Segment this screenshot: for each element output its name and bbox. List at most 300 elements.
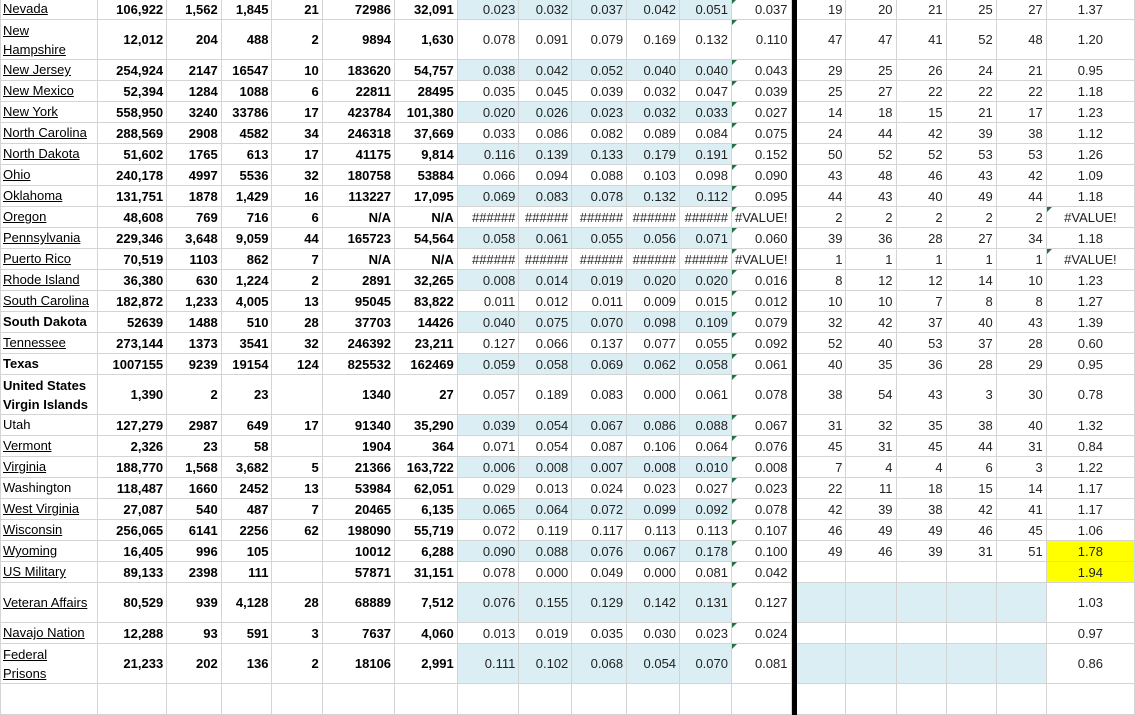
rate-cell[interactable] bbox=[457, 291, 519, 312]
rate-cell[interactable] bbox=[680, 20, 732, 60]
value-cell[interactable] bbox=[167, 562, 222, 583]
value-cell[interactable] bbox=[167, 291, 222, 312]
rank-cell[interactable] bbox=[797, 291, 846, 312]
empty-cell[interactable] bbox=[221, 684, 272, 715]
rank-cell[interactable] bbox=[846, 499, 896, 520]
rank-cell[interactable] bbox=[846, 81, 896, 102]
value-cell[interactable] bbox=[395, 102, 458, 123]
empty-cell[interactable] bbox=[731, 684, 791, 715]
value-cell[interactable] bbox=[272, 562, 322, 583]
average-cell[interactable] bbox=[731, 102, 791, 123]
ratio-cell[interactable] bbox=[1046, 499, 1134, 520]
average-cell[interactable] bbox=[731, 165, 791, 186]
jurisdiction-link[interactable] bbox=[1, 123, 98, 144]
rate-cell[interactable] bbox=[457, 102, 519, 123]
value-cell[interactable] bbox=[395, 81, 458, 102]
empty-cell[interactable] bbox=[627, 684, 680, 715]
rate-cell[interactable] bbox=[519, 291, 572, 312]
jurisdiction-name[interactable] bbox=[1, 375, 98, 415]
value-cell[interactable] bbox=[272, 81, 322, 102]
empty-cell[interactable] bbox=[797, 684, 846, 715]
rank-cell[interactable] bbox=[797, 333, 846, 354]
rate-cell[interactable] bbox=[457, 228, 519, 249]
value-cell[interactable] bbox=[322, 499, 394, 520]
value-cell[interactable] bbox=[221, 228, 272, 249]
empty-cell[interactable] bbox=[97, 684, 167, 715]
ratio-cell[interactable] bbox=[1046, 60, 1134, 81]
rank-cell[interactable] bbox=[846, 623, 896, 644]
ratio-cell[interactable] bbox=[1046, 144, 1134, 165]
ratio-cell[interactable] bbox=[1046, 123, 1134, 144]
value-cell[interactable] bbox=[395, 312, 458, 333]
rank-cell[interactable] bbox=[996, 0, 1046, 20]
value-cell[interactable] bbox=[97, 478, 167, 499]
rate-cell[interactable] bbox=[680, 562, 732, 583]
ratio-cell[interactable] bbox=[1046, 228, 1134, 249]
value-cell[interactable] bbox=[322, 541, 394, 562]
value-cell[interactable] bbox=[395, 270, 458, 291]
rate-cell[interactable] bbox=[457, 644, 519, 684]
rank-cell[interactable] bbox=[946, 457, 996, 478]
value-cell[interactable] bbox=[395, 165, 458, 186]
ratio-cell[interactable] bbox=[1046, 478, 1134, 499]
value-cell[interactable] bbox=[167, 165, 222, 186]
rate-cell[interactable] bbox=[680, 644, 732, 684]
rate-cell[interactable] bbox=[519, 520, 572, 541]
rate-cell[interactable] bbox=[627, 562, 680, 583]
rank-cell[interactable] bbox=[896, 520, 946, 541]
average-cell[interactable] bbox=[731, 144, 791, 165]
rate-cell[interactable] bbox=[519, 644, 572, 684]
rank-cell[interactable] bbox=[946, 102, 996, 123]
rank-cell[interactable] bbox=[797, 562, 846, 583]
value-cell[interactable] bbox=[221, 436, 272, 457]
rank-cell[interactable] bbox=[946, 415, 996, 436]
rate-cell[interactable] bbox=[627, 270, 680, 291]
rate-cell[interactable] bbox=[519, 333, 572, 354]
rank-cell[interactable] bbox=[896, 249, 946, 270]
value-cell[interactable] bbox=[272, 499, 322, 520]
rate-cell[interactable] bbox=[519, 562, 572, 583]
rank-cell[interactable] bbox=[797, 644, 846, 684]
rate-cell[interactable] bbox=[627, 60, 680, 81]
value-cell[interactable] bbox=[167, 81, 222, 102]
rank-cell[interactable] bbox=[797, 207, 846, 228]
jurisdiction-name[interactable] bbox=[1, 415, 98, 436]
rate-cell[interactable] bbox=[519, 415, 572, 436]
rank-cell[interactable] bbox=[996, 60, 1046, 81]
ratio-cell[interactable] bbox=[1046, 20, 1134, 60]
rate-cell[interactable] bbox=[627, 165, 680, 186]
rate-cell[interactable] bbox=[457, 81, 519, 102]
value-cell[interactable] bbox=[272, 270, 322, 291]
value-cell[interactable] bbox=[395, 333, 458, 354]
value-cell[interactable] bbox=[221, 60, 272, 81]
value-cell[interactable] bbox=[97, 457, 167, 478]
value-cell[interactable] bbox=[221, 144, 272, 165]
value-cell[interactable] bbox=[322, 0, 394, 20]
value-cell[interactable] bbox=[167, 207, 222, 228]
rank-cell[interactable] bbox=[797, 20, 846, 60]
empty-cell[interactable] bbox=[395, 684, 458, 715]
rank-cell[interactable] bbox=[896, 186, 946, 207]
empty-cell[interactable] bbox=[322, 684, 394, 715]
ratio-cell[interactable] bbox=[1046, 644, 1134, 684]
rank-cell[interactable] bbox=[846, 249, 896, 270]
value-cell[interactable] bbox=[167, 541, 222, 562]
rate-cell[interactable] bbox=[572, 457, 627, 478]
rank-cell[interactable] bbox=[946, 186, 996, 207]
rate-cell[interactable] bbox=[457, 354, 519, 375]
value-cell[interactable] bbox=[322, 436, 394, 457]
rank-cell[interactable] bbox=[896, 436, 946, 457]
rank-cell[interactable] bbox=[946, 144, 996, 165]
rate-cell[interactable] bbox=[519, 623, 572, 644]
rank-cell[interactable] bbox=[846, 644, 896, 684]
rank-cell[interactable] bbox=[946, 541, 996, 562]
rate-cell[interactable] bbox=[572, 415, 627, 436]
rank-cell[interactable] bbox=[797, 415, 846, 436]
value-cell[interactable] bbox=[322, 102, 394, 123]
rank-cell[interactable] bbox=[896, 270, 946, 291]
rate-cell[interactable] bbox=[519, 583, 572, 623]
rate-cell[interactable] bbox=[680, 333, 732, 354]
rate-cell[interactable] bbox=[572, 436, 627, 457]
rate-cell[interactable] bbox=[627, 375, 680, 415]
rank-cell[interactable] bbox=[896, 144, 946, 165]
rank-cell[interactable] bbox=[996, 520, 1046, 541]
value-cell[interactable] bbox=[221, 81, 272, 102]
value-cell[interactable] bbox=[272, 333, 322, 354]
value-cell[interactable] bbox=[322, 520, 394, 541]
value-cell[interactable] bbox=[395, 436, 458, 457]
value-cell[interactable] bbox=[272, 478, 322, 499]
ratio-cell[interactable] bbox=[1046, 415, 1134, 436]
rank-cell[interactable] bbox=[846, 354, 896, 375]
rate-cell[interactable] bbox=[572, 623, 627, 644]
value-cell[interactable] bbox=[272, 312, 322, 333]
rate-cell[interactable] bbox=[572, 20, 627, 60]
average-cell[interactable] bbox=[731, 20, 791, 60]
rank-cell[interactable] bbox=[846, 333, 896, 354]
rate-cell[interactable] bbox=[572, 354, 627, 375]
value-cell[interactable] bbox=[221, 478, 272, 499]
rank-cell[interactable] bbox=[797, 249, 846, 270]
rank-cell[interactable] bbox=[797, 123, 846, 144]
average-cell[interactable] bbox=[731, 644, 791, 684]
value-cell[interactable] bbox=[221, 354, 272, 375]
rate-cell[interactable] bbox=[457, 123, 519, 144]
rate-cell[interactable] bbox=[457, 457, 519, 478]
value-cell[interactable] bbox=[272, 541, 322, 562]
value-cell[interactable] bbox=[322, 562, 394, 583]
value-cell[interactable] bbox=[167, 0, 222, 20]
average-cell[interactable] bbox=[731, 623, 791, 644]
rank-cell[interactable] bbox=[946, 583, 996, 623]
value-cell[interactable] bbox=[167, 415, 222, 436]
value-cell[interactable] bbox=[395, 123, 458, 144]
value-cell[interactable] bbox=[221, 123, 272, 144]
value-cell[interactable] bbox=[322, 144, 394, 165]
rate-cell[interactable] bbox=[680, 165, 732, 186]
rate-cell[interactable] bbox=[627, 102, 680, 123]
rank-cell[interactable] bbox=[846, 144, 896, 165]
rate-cell[interactable] bbox=[680, 144, 732, 165]
rank-cell[interactable] bbox=[996, 478, 1046, 499]
value-cell[interactable] bbox=[221, 333, 272, 354]
rank-cell[interactable] bbox=[996, 354, 1046, 375]
value-cell[interactable] bbox=[395, 144, 458, 165]
rate-cell[interactable] bbox=[572, 478, 627, 499]
rate-cell[interactable] bbox=[572, 541, 627, 562]
value-cell[interactable] bbox=[221, 562, 272, 583]
value-cell[interactable] bbox=[97, 60, 167, 81]
rank-cell[interactable] bbox=[896, 644, 946, 684]
rate-cell[interactable] bbox=[680, 415, 732, 436]
value-cell[interactable] bbox=[167, 623, 222, 644]
rank-cell[interactable] bbox=[896, 81, 946, 102]
value-cell[interactable] bbox=[272, 207, 322, 228]
rank-cell[interactable] bbox=[846, 583, 896, 623]
rank-cell[interactable] bbox=[896, 123, 946, 144]
value-cell[interactable] bbox=[221, 249, 272, 270]
average-cell[interactable] bbox=[731, 81, 791, 102]
rate-cell[interactable] bbox=[457, 186, 519, 207]
value-cell[interactable] bbox=[395, 186, 458, 207]
rank-cell[interactable] bbox=[946, 20, 996, 60]
value-cell[interactable] bbox=[395, 478, 458, 499]
average-cell[interactable] bbox=[731, 415, 791, 436]
empty-cell[interactable] bbox=[1, 684, 98, 715]
value-cell[interactable] bbox=[272, 228, 322, 249]
value-cell[interactable] bbox=[97, 415, 167, 436]
rate-cell[interactable] bbox=[572, 102, 627, 123]
empty-cell[interactable] bbox=[572, 684, 627, 715]
ratio-cell[interactable] bbox=[1046, 541, 1134, 562]
rank-cell[interactable] bbox=[996, 333, 1046, 354]
value-cell[interactable] bbox=[221, 623, 272, 644]
value-cell[interactable] bbox=[272, 520, 322, 541]
rank-cell[interactable] bbox=[946, 478, 996, 499]
rank-cell[interactable] bbox=[946, 354, 996, 375]
rate-cell[interactable] bbox=[457, 499, 519, 520]
rate-cell[interactable] bbox=[627, 436, 680, 457]
rate-cell[interactable] bbox=[680, 457, 732, 478]
rank-cell[interactable] bbox=[846, 60, 896, 81]
rank-cell[interactable] bbox=[996, 499, 1046, 520]
average-cell[interactable] bbox=[731, 312, 791, 333]
ratio-cell[interactable] bbox=[1046, 186, 1134, 207]
average-cell[interactable] bbox=[731, 333, 791, 354]
rank-cell[interactable] bbox=[846, 415, 896, 436]
rate-cell[interactable] bbox=[680, 291, 732, 312]
value-cell[interactable] bbox=[167, 60, 222, 81]
value-cell[interactable] bbox=[322, 291, 394, 312]
empty-cell[interactable] bbox=[519, 684, 572, 715]
rate-cell[interactable] bbox=[457, 520, 519, 541]
rank-cell[interactable] bbox=[946, 623, 996, 644]
rank-cell[interactable] bbox=[996, 644, 1046, 684]
value-cell[interactable] bbox=[97, 541, 167, 562]
rank-cell[interactable] bbox=[846, 165, 896, 186]
value-cell[interactable] bbox=[221, 207, 272, 228]
rate-cell[interactable] bbox=[680, 0, 732, 20]
rank-cell[interactable] bbox=[996, 312, 1046, 333]
rank-cell[interactable] bbox=[797, 144, 846, 165]
rate-cell[interactable] bbox=[680, 375, 732, 415]
value-cell[interactable] bbox=[221, 499, 272, 520]
value-cell[interactable] bbox=[272, 354, 322, 375]
jurisdiction-link[interactable] bbox=[1, 270, 98, 291]
rank-cell[interactable] bbox=[896, 478, 946, 499]
rank-cell[interactable] bbox=[946, 81, 996, 102]
rank-cell[interactable] bbox=[846, 186, 896, 207]
value-cell[interactable] bbox=[395, 291, 458, 312]
rank-cell[interactable] bbox=[996, 291, 1046, 312]
jurisdiction-link[interactable] bbox=[1, 457, 98, 478]
rate-cell[interactable] bbox=[572, 583, 627, 623]
rate-cell[interactable] bbox=[572, 291, 627, 312]
average-cell[interactable] bbox=[731, 354, 791, 375]
rank-cell[interactable] bbox=[996, 20, 1046, 60]
value-cell[interactable] bbox=[272, 623, 322, 644]
jurisdiction-link[interactable] bbox=[1, 0, 98, 20]
value-cell[interactable] bbox=[167, 270, 222, 291]
rate-cell[interactable] bbox=[680, 436, 732, 457]
rank-cell[interactable] bbox=[797, 457, 846, 478]
rank-cell[interactable] bbox=[846, 123, 896, 144]
rate-cell[interactable] bbox=[457, 375, 519, 415]
rate-cell[interactable] bbox=[680, 478, 732, 499]
rank-cell[interactable] bbox=[896, 499, 946, 520]
value-cell[interactable] bbox=[167, 102, 222, 123]
value-cell[interactable] bbox=[221, 457, 272, 478]
jurisdiction-link[interactable] bbox=[1, 520, 98, 541]
rate-cell[interactable] bbox=[572, 499, 627, 520]
rank-cell[interactable] bbox=[946, 249, 996, 270]
value-cell[interactable] bbox=[395, 0, 458, 20]
value-cell[interactable] bbox=[167, 249, 222, 270]
jurisdiction-link[interactable] bbox=[1, 562, 98, 583]
rate-cell[interactable] bbox=[519, 457, 572, 478]
ratio-cell[interactable] bbox=[1046, 375, 1134, 415]
value-cell[interactable] bbox=[395, 249, 458, 270]
rank-cell[interactable] bbox=[896, 562, 946, 583]
value-cell[interactable] bbox=[272, 20, 322, 60]
rank-cell[interactable] bbox=[846, 520, 896, 541]
rate-cell[interactable] bbox=[627, 144, 680, 165]
rate-cell[interactable] bbox=[519, 354, 572, 375]
rate-cell[interactable] bbox=[627, 0, 680, 20]
value-cell[interactable] bbox=[322, 333, 394, 354]
empty-cell[interactable] bbox=[1046, 684, 1134, 715]
value-cell[interactable] bbox=[221, 541, 272, 562]
rank-cell[interactable] bbox=[846, 541, 896, 562]
ratio-cell[interactable] bbox=[1046, 270, 1134, 291]
value-cell[interactable] bbox=[167, 228, 222, 249]
value-cell[interactable] bbox=[221, 20, 272, 60]
rank-cell[interactable] bbox=[996, 270, 1046, 291]
rate-cell[interactable] bbox=[680, 583, 732, 623]
value-cell[interactable] bbox=[322, 354, 394, 375]
rate-cell[interactable] bbox=[627, 457, 680, 478]
jurisdiction-link[interactable] bbox=[1, 436, 98, 457]
average-cell[interactable] bbox=[731, 228, 791, 249]
ratio-cell[interactable] bbox=[1046, 457, 1134, 478]
value-cell[interactable] bbox=[272, 583, 322, 623]
rate-cell[interactable] bbox=[627, 81, 680, 102]
value-cell[interactable] bbox=[167, 123, 222, 144]
rank-cell[interactable] bbox=[946, 123, 996, 144]
rank-cell[interactable] bbox=[797, 228, 846, 249]
value-cell[interactable] bbox=[272, 415, 322, 436]
value-cell[interactable] bbox=[221, 270, 272, 291]
ratio-cell[interactable] bbox=[1046, 623, 1134, 644]
rank-cell[interactable] bbox=[846, 102, 896, 123]
rank-cell[interactable] bbox=[797, 165, 846, 186]
value-cell[interactable] bbox=[322, 270, 394, 291]
value-cell[interactable] bbox=[395, 520, 458, 541]
rank-cell[interactable] bbox=[896, 583, 946, 623]
jurisdiction-link[interactable] bbox=[1, 623, 98, 644]
value-cell[interactable] bbox=[167, 436, 222, 457]
rank-cell[interactable] bbox=[996, 249, 1046, 270]
rate-cell[interactable] bbox=[627, 644, 680, 684]
rank-cell[interactable] bbox=[996, 207, 1046, 228]
value-cell[interactable] bbox=[322, 644, 394, 684]
value-cell[interactable] bbox=[322, 81, 394, 102]
rate-cell[interactable] bbox=[519, 60, 572, 81]
value-cell[interactable] bbox=[322, 20, 394, 60]
rank-cell[interactable] bbox=[846, 478, 896, 499]
value-cell[interactable] bbox=[322, 312, 394, 333]
value-cell[interactable] bbox=[167, 457, 222, 478]
value-cell[interactable] bbox=[322, 165, 394, 186]
ratio-cell[interactable] bbox=[1046, 81, 1134, 102]
average-cell[interactable] bbox=[731, 123, 791, 144]
rank-cell[interactable] bbox=[946, 291, 996, 312]
average-cell[interactable] bbox=[731, 375, 791, 415]
jurisdiction-name[interactable] bbox=[1, 478, 98, 499]
rate-cell[interactable] bbox=[519, 436, 572, 457]
rank-cell[interactable] bbox=[846, 270, 896, 291]
jurisdiction-link[interactable] bbox=[1, 333, 98, 354]
rate-cell[interactable] bbox=[572, 144, 627, 165]
rank-cell[interactable] bbox=[896, 354, 946, 375]
value-cell[interactable] bbox=[221, 415, 272, 436]
rate-cell[interactable] bbox=[627, 583, 680, 623]
rate-cell[interactable] bbox=[457, 583, 519, 623]
value-cell[interactable] bbox=[97, 623, 167, 644]
rank-cell[interactable] bbox=[797, 354, 846, 375]
jurisdiction-link[interactable] bbox=[1, 186, 98, 207]
value-cell[interactable] bbox=[167, 583, 222, 623]
empty-cell[interactable] bbox=[680, 684, 732, 715]
value-cell[interactable] bbox=[221, 375, 272, 415]
value-cell[interactable] bbox=[322, 478, 394, 499]
ratio-cell[interactable] bbox=[1046, 102, 1134, 123]
value-cell[interactable] bbox=[97, 249, 167, 270]
rank-cell[interactable] bbox=[946, 165, 996, 186]
rate-cell[interactable] bbox=[680, 102, 732, 123]
rate-cell[interactable] bbox=[572, 249, 627, 270]
value-cell[interactable] bbox=[97, 270, 167, 291]
rate-cell[interactable] bbox=[519, 144, 572, 165]
rank-cell[interactable] bbox=[996, 102, 1046, 123]
rank-cell[interactable] bbox=[896, 541, 946, 562]
value-cell[interactable] bbox=[97, 186, 167, 207]
rate-cell[interactable] bbox=[457, 541, 519, 562]
